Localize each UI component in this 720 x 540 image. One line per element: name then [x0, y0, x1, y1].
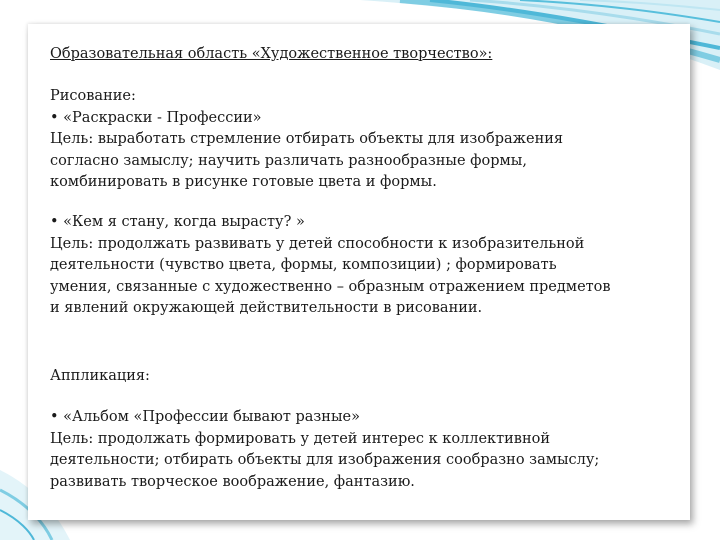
section-heading: Аппликация: [50, 368, 150, 384]
list-item-title [50, 212, 660, 234]
section-drawing [50, 86, 660, 194]
list-item-title [50, 108, 660, 130]
goal-line: Цель: продолжать формировать у детей интерес к коллективной [50, 430, 551, 447]
section-applique-item [50, 407, 660, 493]
goal-line: развивать творческое воображение, фантазию. [50, 473, 415, 490]
goal-line: Цель: продолжать развивать у детей способности к изобразительной [50, 235, 585, 252]
goal-line: и явлений окружающей действительности в рисовании. [50, 300, 483, 316]
goal-line: Цель: выработать стремление отбирать объекты для изображения [50, 131, 564, 147]
item-name: «Альбом «Профессии бывают разные» [63, 409, 360, 425]
goal-line: комбинировать в рисунке готовые цвета и формы. [50, 174, 437, 190]
goal-line: умения, связанные с художественно – образным отражением предметов [50, 278, 611, 295]
section-heading: Рисование: [50, 88, 136, 104]
list-item-title [50, 407, 660, 429]
goal-line: согласно замыслу; научить различать разнообразные формы, [50, 152, 527, 169]
section-applique [50, 366, 660, 388]
section-drawing-item-2 [50, 212, 660, 320]
goal-line: деятельности (чувство цвета, формы, композиции) ; формировать [50, 257, 557, 273]
page-title: Образовательная область «Художественное творчество»: [50, 46, 493, 62]
item-name: «Кем я стану, когда вырасту? » [63, 214, 305, 230]
bullet: • [50, 109, 59, 126]
bullet: • [50, 409, 59, 425]
goal-line: деятельности; отбирать объекты для изображения сообразно замыслу; [50, 452, 600, 468]
item-name: «Раскраски - Профессии» [63, 109, 262, 126]
bullet: • [50, 214, 59, 230]
